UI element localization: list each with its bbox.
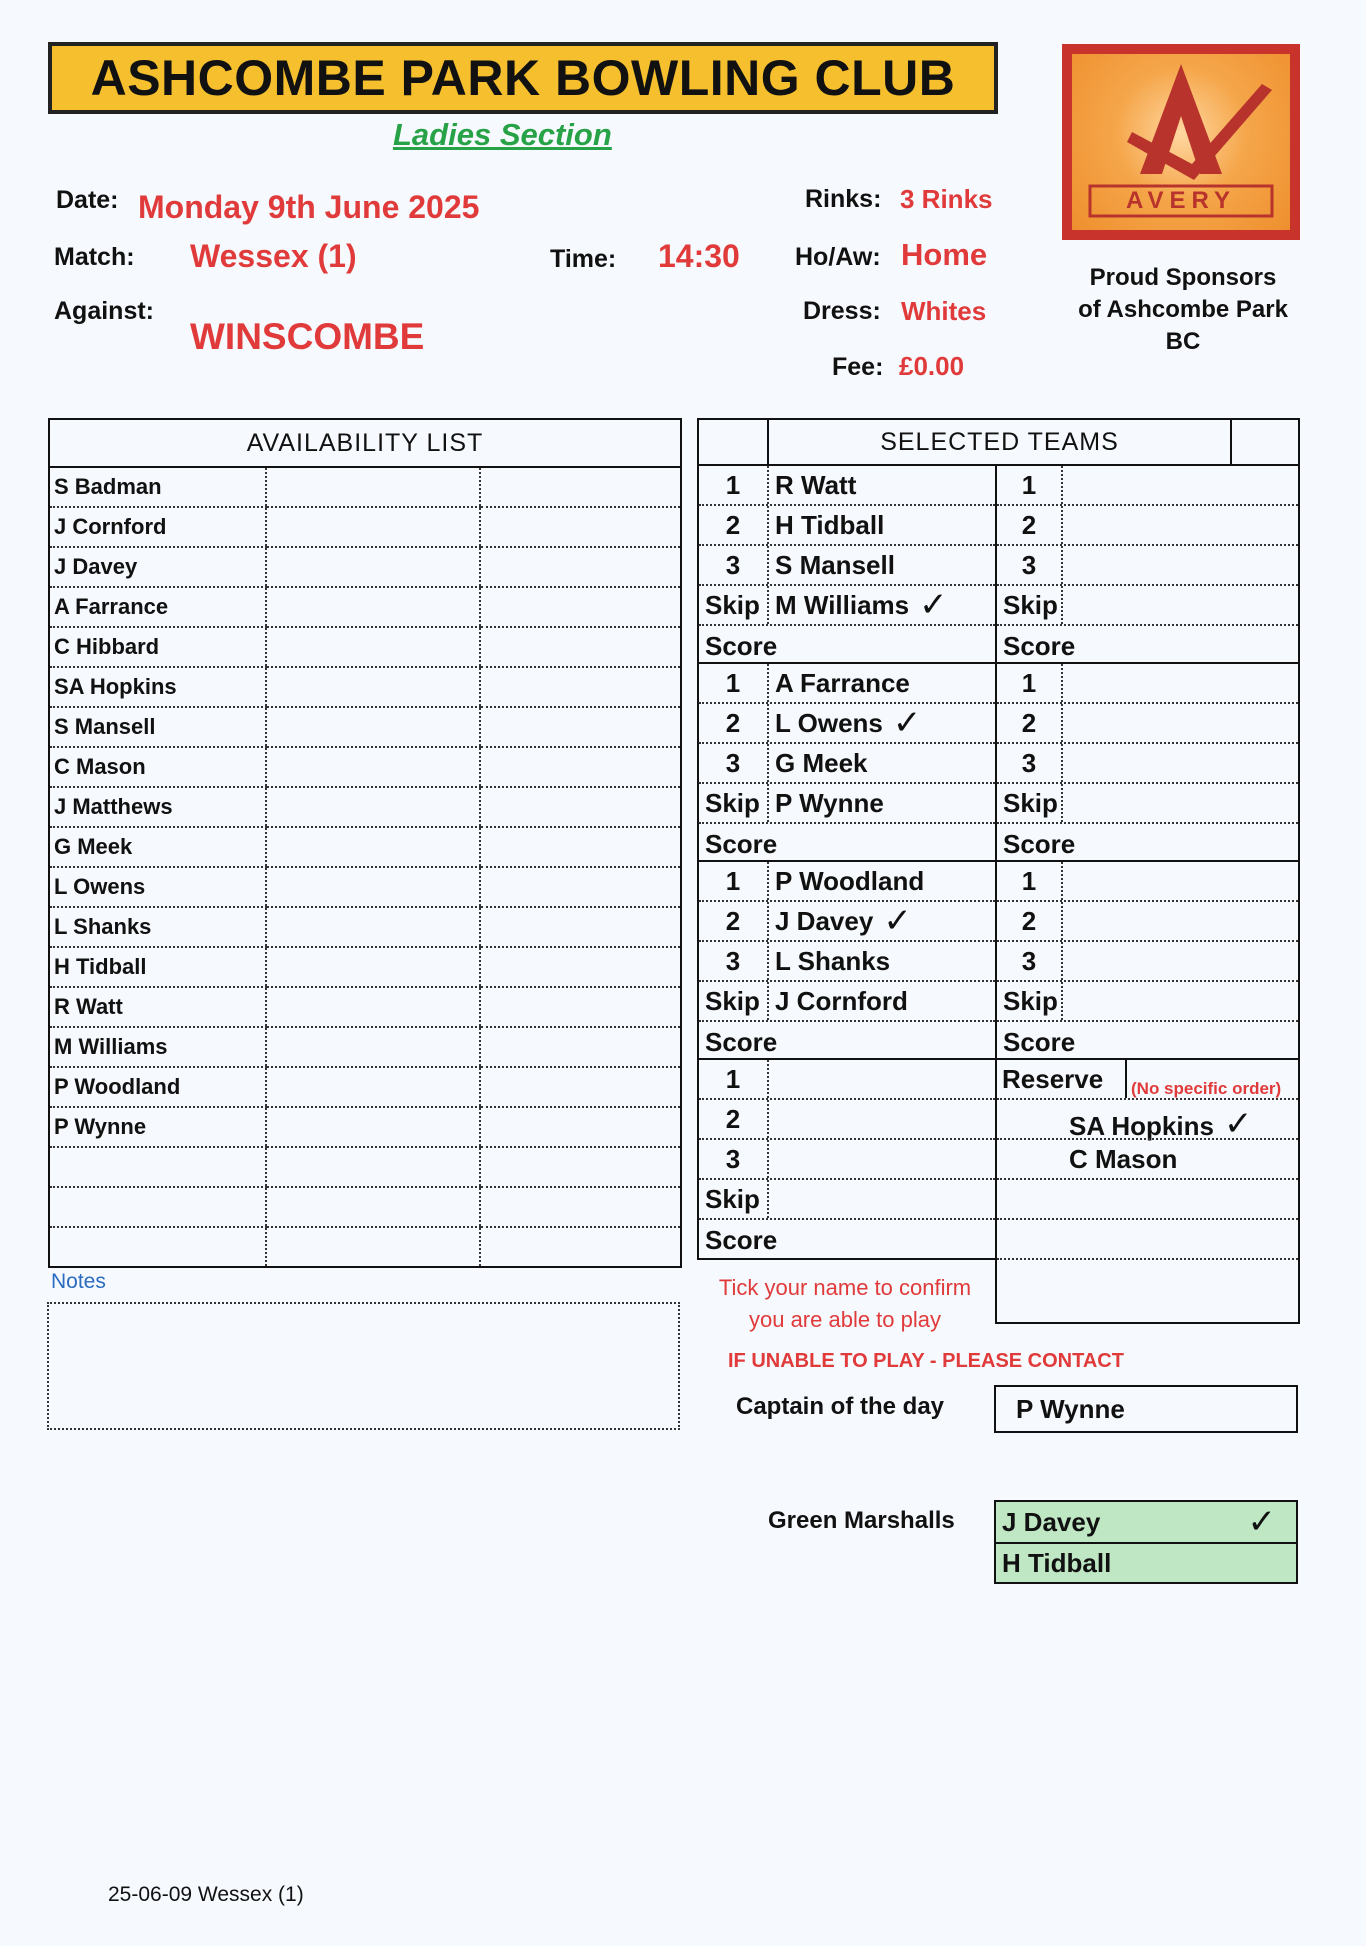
rink-2-p3-row (699, 744, 995, 784)
rink-1-opponent-p2-row (997, 506, 1298, 546)
availability-row (49, 787, 681, 827)
green-marshall-1: J Davey ✓ (996, 1502, 1296, 1542)
availability-row (49, 747, 681, 787)
rink-1-p2-row (699, 506, 995, 546)
availability-name: S Badman (49, 467, 266, 507)
availability-cell[interactable] (480, 867, 681, 907)
player-name: L Shanks (775, 945, 891, 976)
score-label: Score (1003, 630, 1076, 661)
availability-name: J Davey (49, 547, 266, 587)
availability-cell[interactable] (480, 1107, 681, 1147)
rink-3-opponent-skip-row (997, 982, 1298, 1022)
availability-row (49, 587, 681, 627)
rink-3-opponent-p2-row (997, 902, 1298, 942)
position-label: Skip (699, 784, 769, 822)
position-label: 1 (997, 466, 1063, 504)
availability-row (49, 1227, 681, 1267)
rinks-value: 3 Rinks (900, 184, 993, 214)
player-name: P Woodland (775, 865, 925, 896)
rink-2-opponent-p1-row (997, 664, 1298, 704)
fee-value: £0.00 (899, 351, 965, 381)
time-label: Time: (550, 245, 617, 273)
availability-cell[interactable] (480, 587, 681, 627)
club-name: ASHCOMBE PARK BOWLING CLUB (90, 50, 956, 106)
position-label: 2 (699, 704, 769, 742)
position-label: 3 (699, 744, 769, 782)
availability-cell[interactable] (266, 507, 481, 547)
availability-name: G Meek (49, 827, 266, 867)
position-label: 3 (699, 546, 769, 584)
availability-name: L Owens (49, 867, 266, 907)
position-label: Skip (699, 982, 769, 1020)
rink-2-skip-row (699, 784, 995, 824)
availability-table (48, 418, 682, 1268)
tick-icon: ✓ (1223, 1104, 1253, 1144)
tick-icon: ✓ (1247, 1502, 1276, 1542)
rink-3-opponent-score-row (997, 1022, 1298, 1062)
rink-2-p1-row (699, 664, 995, 704)
availability-cell[interactable] (266, 667, 481, 707)
availability-name: P Woodland (49, 1067, 266, 1107)
rink-1-opponent-p1-row (997, 466, 1298, 506)
position-label: 2 (699, 902, 769, 940)
availability-cell[interactable] (480, 827, 681, 867)
reserve-2: C Mason (1069, 1144, 1178, 1174)
rinks-label: Rinks: (805, 185, 882, 213)
sponsor-line-2: of Ashcombe Park (1078, 296, 1288, 323)
tick-instructions: Tick your name to confirm you are able to play (718, 1275, 972, 1332)
selected-teams (697, 418, 1300, 1268)
availability-cell[interactable] (266, 707, 481, 747)
rink-1-opponent-p3-row (997, 546, 1298, 586)
position-label: 3 (997, 546, 1063, 584)
rink-3-opponent-p1-row (997, 862, 1298, 902)
availability-cell[interactable] (266, 627, 481, 667)
availability-cell[interactable] (266, 1107, 481, 1147)
position-label: 2 (997, 902, 1063, 940)
availability-name (49, 1227, 266, 1267)
position-label: Skip (997, 784, 1063, 822)
position-label: Skip (997, 982, 1063, 1020)
availability-name (49, 1147, 266, 1187)
match-label: Match: (54, 243, 135, 271)
position-label: Skip (699, 1180, 769, 1218)
rink-3-p1-row (699, 862, 995, 902)
position-label: 1 (997, 862, 1063, 900)
availability-row (49, 987, 681, 1027)
selected-teams-header (697, 418, 1300, 466)
availability-cell[interactable] (266, 747, 481, 787)
availability-row (49, 467, 681, 507)
score-label: Score (705, 828, 778, 859)
availability-cell[interactable] (266, 1227, 481, 1267)
availability-cell[interactable] (480, 787, 681, 827)
player-name: M Williams (775, 589, 910, 620)
availability-row (49, 1187, 681, 1227)
availability-name (49, 1187, 266, 1227)
score-label: Score (705, 630, 778, 661)
availability-cell[interactable] (480, 707, 681, 747)
fee-label: Fee: (832, 353, 884, 381)
availability-cell[interactable] (266, 867, 481, 907)
availability-row (49, 627, 681, 667)
rink-1-score-row (699, 626, 995, 666)
availability-row (49, 1107, 681, 1147)
green-marshall-2: H Tidball (996, 1542, 1296, 1582)
rink-3-p3-row (699, 942, 995, 982)
availability-cell[interactable] (480, 1147, 681, 1187)
position-label: 3 (699, 942, 769, 980)
sponsor-line-3: BC (1165, 328, 1201, 355)
availability-row (49, 947, 681, 987)
availability-cell[interactable] (266, 787, 481, 827)
availability-row (49, 1147, 681, 1187)
score-label: Score (705, 1026, 778, 1057)
availability-row (49, 507, 681, 547)
green-marshalls-box (994, 1500, 1298, 1584)
rink-2-p2-row (699, 704, 995, 744)
reserve-note: (No specific order) (1131, 1079, 1282, 1098)
availability-cell[interactable] (480, 547, 681, 587)
rink-1-skip-row (699, 586, 995, 626)
availability-cell[interactable] (480, 507, 681, 547)
dress-label: Dress: (803, 297, 881, 325)
hoaw-value: Home (901, 237, 988, 272)
availability-name: J Cornford (49, 507, 266, 547)
availability-cell[interactable] (266, 547, 481, 587)
availability-name: R Watt (49, 987, 266, 1027)
player-name: H Tidball (775, 509, 885, 540)
position-label: 3 (997, 942, 1063, 980)
position-label: 2 (997, 704, 1063, 742)
availability-cell[interactable] (480, 747, 681, 787)
rink-1-opponent-skip-row (997, 586, 1298, 626)
position-label: 2 (699, 506, 769, 544)
player-name: S Mansell (775, 549, 895, 580)
availability-cell[interactable] (266, 587, 481, 627)
tick-icon: ✓ (883, 901, 912, 941)
availability-name: L Shanks (49, 907, 266, 947)
captain-value: P Wynne (994, 1385, 1298, 1433)
rink-2-opponent-score-row (997, 824, 1298, 864)
player-name: G Meek (775, 747, 868, 778)
rink-3-opponent-p3-row (997, 942, 1298, 982)
availability-row (49, 867, 681, 907)
availability-cell[interactable] (266, 1027, 481, 1067)
availability-name: C Hibbard (49, 627, 266, 667)
availability-cell[interactable] (480, 1067, 681, 1107)
availability-cell[interactable] (480, 667, 681, 707)
rink-4-p2-row (699, 1100, 995, 1140)
reserve-label: Reserve (1002, 1064, 1104, 1094)
rink-3-score-row (699, 1022, 995, 1062)
availability-cell[interactable] (266, 1147, 481, 1187)
rink-4-p1-row (699, 1060, 995, 1100)
rink-4-p3-row (699, 1140, 995, 1180)
sponsor-logo (1062, 44, 1300, 240)
rink-2-score-row (699, 824, 995, 864)
notes-box[interactable] (47, 1302, 680, 1430)
availability-cell[interactable] (266, 1187, 481, 1227)
availability-name: P Wynne (49, 1107, 266, 1147)
position-label: 3 (997, 744, 1063, 782)
availability-cell[interactable] (266, 907, 481, 947)
rink-1-opponent-score-row (997, 626, 1298, 666)
notes-label: Notes (51, 1270, 106, 1293)
score-label: Score (1003, 1026, 1076, 1057)
rink-2-opponent-skip-row (997, 784, 1298, 824)
time-value: 14:30 (658, 238, 740, 274)
selected-teams-title: SELECTED TEAMS (769, 420, 1232, 464)
availability-name: C Mason (49, 747, 266, 787)
against-value: WINSCOMBE (190, 316, 425, 357)
player-name: P Wynne (775, 787, 884, 818)
availability-name: J Matthews (49, 787, 266, 827)
position-label: 1 (699, 862, 769, 900)
unable-to-play-note: IF UNABLE TO PLAY - PLEASE CONTACT (728, 1350, 1124, 1372)
against-label: Against: (54, 297, 154, 325)
tick-icon: ✓ (919, 585, 948, 625)
dress-value: Whites (901, 296, 987, 326)
position-label: 3 (699, 1140, 769, 1178)
footer-reference: 25-06-09 Wessex (1) (108, 1883, 304, 1906)
club-banner (48, 42, 998, 114)
availability-row (49, 907, 681, 947)
sponsor-logo-text: AVERY (1125, 187, 1236, 214)
availability-name: M Williams (49, 1027, 266, 1067)
position-label: 1 (997, 664, 1063, 702)
availability-cell[interactable] (266, 1067, 481, 1107)
availability-cell[interactable] (480, 987, 681, 1027)
sponsor-line-1: Proud Sponsors (1089, 264, 1277, 291)
availability-title: AVAILABILITY LIST (49, 419, 681, 467)
availability-cell[interactable] (266, 947, 481, 987)
rink-3-skip-row (699, 982, 995, 1022)
availability-name: SA Hopkins (49, 667, 266, 707)
availability-cell[interactable] (266, 467, 481, 507)
availability-cell[interactable] (480, 1027, 681, 1067)
player-name: J Davey (775, 905, 874, 936)
availability-cell[interactable] (266, 987, 481, 1027)
date-label: Date: (56, 186, 119, 214)
availability-name: H Tidball (49, 947, 266, 987)
availability-cell[interactable] (480, 627, 681, 667)
position-label: 2 (699, 1100, 769, 1138)
availability-cell[interactable] (480, 1227, 681, 1267)
position-label: 1 (699, 1060, 769, 1098)
availability-name: A Farrance (49, 587, 266, 627)
availability-row (49, 667, 681, 707)
player-name: J Cornford (775, 985, 908, 1016)
availability-row (49, 1067, 681, 1107)
player-name: R Watt (775, 469, 857, 500)
position-label: 1 (699, 466, 769, 504)
availability-row (49, 707, 681, 747)
rink-3-p2-row (699, 902, 995, 942)
rink-1-p3-row (699, 546, 995, 586)
position-label: 2 (997, 506, 1063, 544)
availability-cell[interactable] (480, 1187, 681, 1227)
rink-2-opponent-p3-row (997, 744, 1298, 784)
availability-cell[interactable] (480, 947, 681, 987)
tick-icon: ✓ (892, 703, 922, 743)
rink-4-skip-row (699, 1180, 995, 1220)
score-label: Score (1003, 828, 1076, 859)
rink-1-p1-row (699, 466, 995, 506)
captain-label: Captain of the day (736, 1393, 945, 1420)
availability-name: S Mansell (49, 707, 266, 747)
player-name: A Farrance (775, 667, 910, 698)
availability-row (49, 827, 681, 867)
availability-cell[interactable] (266, 827, 481, 867)
availability-row (49, 547, 681, 587)
date-value: Monday 9th June 2025 (138, 189, 480, 225)
player-name: L Owens (775, 707, 883, 738)
reserve-1: SA Hopkins ✓ (1069, 1104, 1253, 1144)
position-label: 1 (699, 664, 769, 702)
rink-4-score-row (699, 1220, 995, 1260)
hoaw-label: Ho/Aw: (795, 243, 881, 271)
green-marshalls-label: Green Marshalls (768, 1507, 955, 1534)
availability-row (49, 1027, 681, 1067)
rink-2-opponent-p2-row (997, 704, 1298, 744)
sponsor-caption (1058, 262, 1308, 358)
availability-cell[interactable] (480, 467, 681, 507)
section-title: Ladies Section (393, 117, 612, 152)
availability-cell[interactable] (480, 907, 681, 947)
match-value: Wessex (1) (190, 238, 357, 274)
position-label: Skip (699, 586, 769, 624)
position-label: Skip (997, 586, 1063, 624)
score-label: Score (705, 1224, 778, 1255)
